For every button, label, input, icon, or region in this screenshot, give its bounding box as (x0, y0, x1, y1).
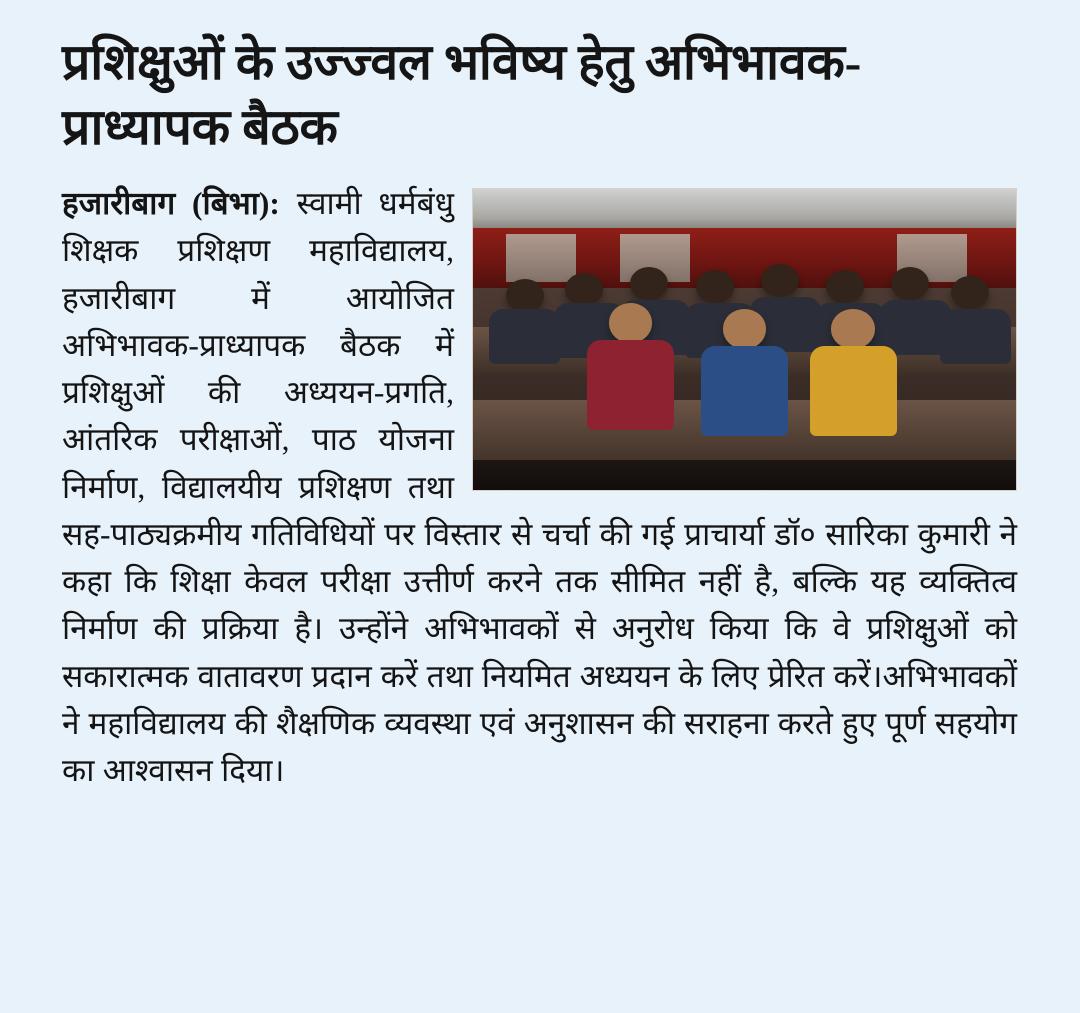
photo-floor (473, 460, 1016, 490)
photo-front-person-head (831, 309, 874, 348)
photo-person-head (506, 279, 544, 312)
photo-person-torso (940, 309, 1011, 363)
photo-banner-left (506, 234, 577, 282)
photo-front-person-torso (810, 346, 897, 436)
photo-front-person-head (609, 303, 652, 342)
photo-front-person-torso (587, 340, 674, 430)
article-paragraph: स्वामी धर्मबंधु शिक्षक प्रशिक्षण महाविद्यालय, हजारीबाग में आयोजित अभिभावक-प्राध्यापक बैठक में प्रशिक्षुओं की अध्ययन-प्रगति, आंतरिक परीक्षाओं, पाठ योजना निर्माण, विद्यालयीय प्रशिक्षण तथा सह-पाठ्यक्रमीय गतिविधियों पर विस्तार से चर्चा की गई प्राचार्या डॉ० सारिका कुमारी ने कहा कि शिक्षा केवल परीक्षा उत्तीर्ण करने तक सीमित नहीं है, बल्कि यह व्यक्तित्व निर्माण की प्रक्रिया है। उन्होंने अभिभावकों से अनुरोध किया कि वे प्रशिक्षुओं को सकारात्मक वातावरण प्रदान करें तथा नियमित अध्ययन के लिए प्रेरित करें।अभिभावकों ने महाविद्यालय की शैक्षणिक व्यवस्था एवं अनुशासन की सराहना करते हुए पूर्ण सहयोग का आश्वासन दिया। (62, 186, 1017, 788)
page-title: प्रशिक्षुओं के उज्ज्वल भविष्य हेतु अभिभावक-प्राध्यापक बैठक (62, 34, 862, 155)
photo-front-person-torso (701, 346, 788, 436)
article-container (62, 30, 1022, 985)
photo-person-head (696, 270, 734, 303)
photo-person-torso (489, 309, 560, 363)
article-dateline: हजारीबाग (बिभा): (62, 186, 280, 221)
photo-front-person-head (723, 309, 766, 348)
article-photo (472, 188, 1017, 491)
article-body-wrapper (62, 180, 1017, 794)
photo-person-head (761, 264, 799, 297)
photo-person-head (951, 276, 989, 309)
